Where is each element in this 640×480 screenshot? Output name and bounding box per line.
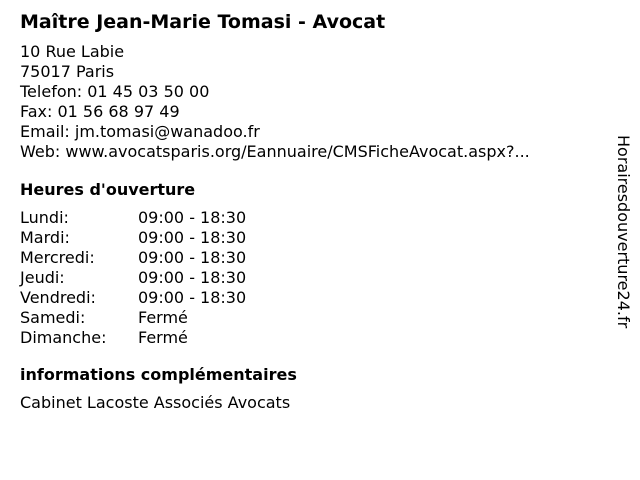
site-brand-watermark: Horairesdouverture24.fr [614,135,633,329]
day-hours: Fermé [138,328,188,347]
day-hours: 09:00 - 18:30 [138,228,247,247]
day-hours: 09:00 - 18:30 [138,268,247,287]
day-label: Lundi: [20,208,69,227]
hours-row-friday [20,288,610,308]
fax-number: Fax: 01 56 68 97 49 [20,102,180,121]
day-hours: 09:00 - 18:30 [138,208,247,227]
hours-row-saturday [20,308,610,328]
day-hours: Fermé [138,308,188,327]
info-text: Cabinet Lacoste Associés Avocats [20,393,291,412]
day-label: Samedi: [20,308,86,327]
contact-block [20,42,610,162]
day-label: Dimanche: [20,328,107,347]
address-street: 10 Rue Labie [20,42,125,61]
day-hours: 09:00 - 18:30 [138,288,247,307]
business-card [20,10,610,413]
hours-table [20,208,610,348]
hours-row-thursday [20,268,610,288]
hours-row-tuesday [20,228,610,248]
day-label: Jeudi: [20,268,65,287]
web-address: Web: www.avocatsparis.org/Eannuaire/CMSFicheAvocat.aspx?... [20,142,530,161]
day-label: Mardi: [20,228,70,247]
hours-row-monday [20,208,610,228]
hours-row-sunday [20,328,610,348]
day-hours: 09:00 - 18:30 [138,248,247,267]
phone-number: Telefon: 01 45 03 50 00 [20,82,210,101]
address-city: 75017 Paris [20,62,115,81]
hours-heading: Heures d'ouverture [20,180,196,199]
email-address: Email: jm.tomasi@wanadoo.fr [20,122,260,141]
info-heading: informations complémentaires [20,365,297,384]
page-title: Maître Jean-Marie Tomasi - Avocat [20,11,386,33]
day-label: Vendredi: [20,288,96,307]
day-label: Mercredi: [20,248,95,267]
hours-row-wednesday [20,248,610,268]
